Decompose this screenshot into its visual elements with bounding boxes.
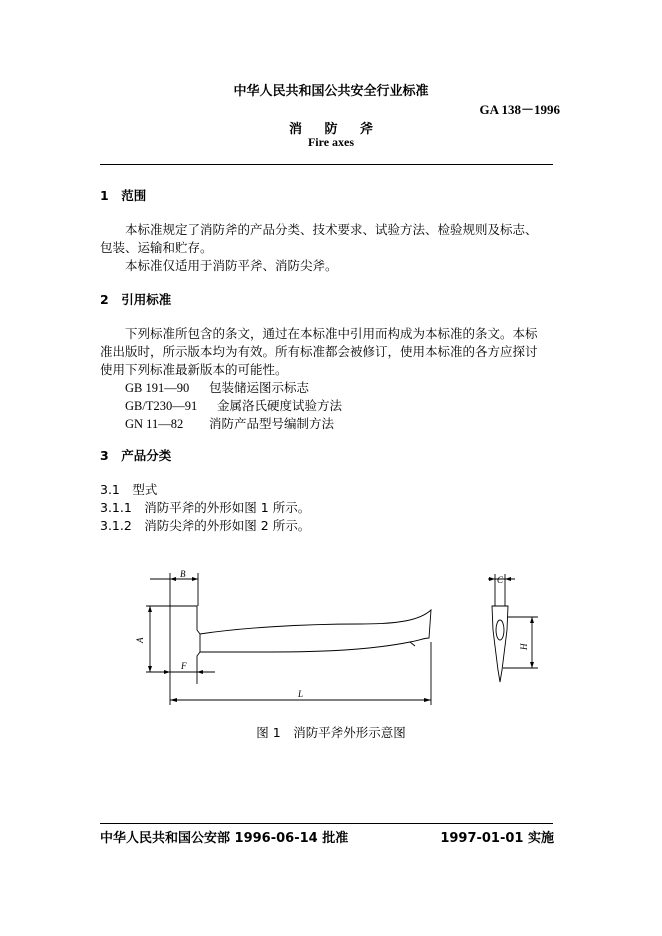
effective-date: 1997-01-01 实施 (440, 831, 554, 846)
label-l: L (298, 689, 304, 699)
label-b: B (180, 569, 186, 579)
subsection-3-1-1: 3.1.1 消防平斧的外形如图 1 所示。 (100, 500, 311, 515)
reference-code: GN 11—82 (125, 417, 184, 431)
handle-end-line (410, 642, 415, 646)
section-2-paragraph-line-1: 下列标准所包含的条文，通过在本标准中引用而构成为本标准的条文。本标 (125, 326, 538, 341)
axe-side-view (492, 606, 508, 682)
arrow-head (530, 617, 534, 623)
reference-item (125, 414, 334, 432)
axe-handle (200, 610, 431, 652)
arrow-head (170, 577, 176, 581)
side-view-eye (496, 620, 504, 640)
approval-info: 中华人民共和国公安部 1996-06-14 批准 (100, 831, 349, 846)
arrow-head (489, 577, 495, 581)
arrow-head (530, 662, 534, 668)
reference-item (125, 396, 342, 414)
figure-caption: 图 1 消防平斧外形示意图 (256, 725, 406, 740)
section-2-paragraph-line-2: 准出版时，所示版本均为有效。所有标准都会被修订，使用本标准的各方应探讨 (100, 344, 538, 359)
section-1-paragraph-line-2: 包装、运输和贮存。 (100, 240, 213, 255)
section-1-paragraph-line-1: 本标准规定了消防斧的产品分类、技术要求、试验方法、检验规则及标志、 (125, 222, 538, 237)
header-rule (100, 164, 553, 165)
subsection-3-1-2: 3.1.2 消防尖斧的外形如图 2 所示。 (100, 518, 311, 533)
label-f: F (181, 661, 187, 671)
label-h: H (519, 643, 529, 650)
reference-item (125, 378, 309, 396)
arrow-head (148, 606, 152, 612)
arrow-head (424, 698, 431, 702)
arrow-head (164, 670, 170, 674)
footer-rule (100, 823, 553, 824)
reference-code: GB 191—90 (125, 381, 190, 395)
org-title: 中华人民共和国公共安全行业标准 (233, 84, 429, 99)
section-1-paragraph-2: 本标准仅适用于消防平斧、消防尖斧。 (125, 258, 338, 273)
reference-code: GB/T230—91 (125, 399, 198, 413)
label-c: C (497, 575, 504, 585)
section-2-heading: 2 引用标准 (100, 292, 172, 307)
standard-code: GA 138－1996 (479, 102, 560, 117)
reference-title: 包装储运图示标志 (209, 380, 310, 395)
arrow-head (192, 577, 198, 581)
arrow-head (170, 698, 177, 702)
label-a: A (135, 637, 145, 643)
section-2-paragraph-line-3: 使用下列标准最新版本的可能性。 (100, 362, 288, 377)
arrow-head (148, 666, 152, 672)
arrow-head (197, 670, 203, 674)
document-title-en: Fire axes (307, 135, 355, 149)
axe-figure (0, 560, 662, 720)
subsection-3-1: 3.1 型式 (100, 482, 158, 497)
reference-title: 金属洛氏硬度试验方法 (217, 398, 343, 413)
arrow-head (505, 577, 511, 581)
section-3-heading: 3 产品分类 (100, 448, 172, 463)
section-1-heading: 1 范围 (100, 188, 147, 203)
reference-title: 消防产品型号编制方法 (209, 416, 335, 431)
document-title: 消 防 斧 (288, 122, 374, 137)
